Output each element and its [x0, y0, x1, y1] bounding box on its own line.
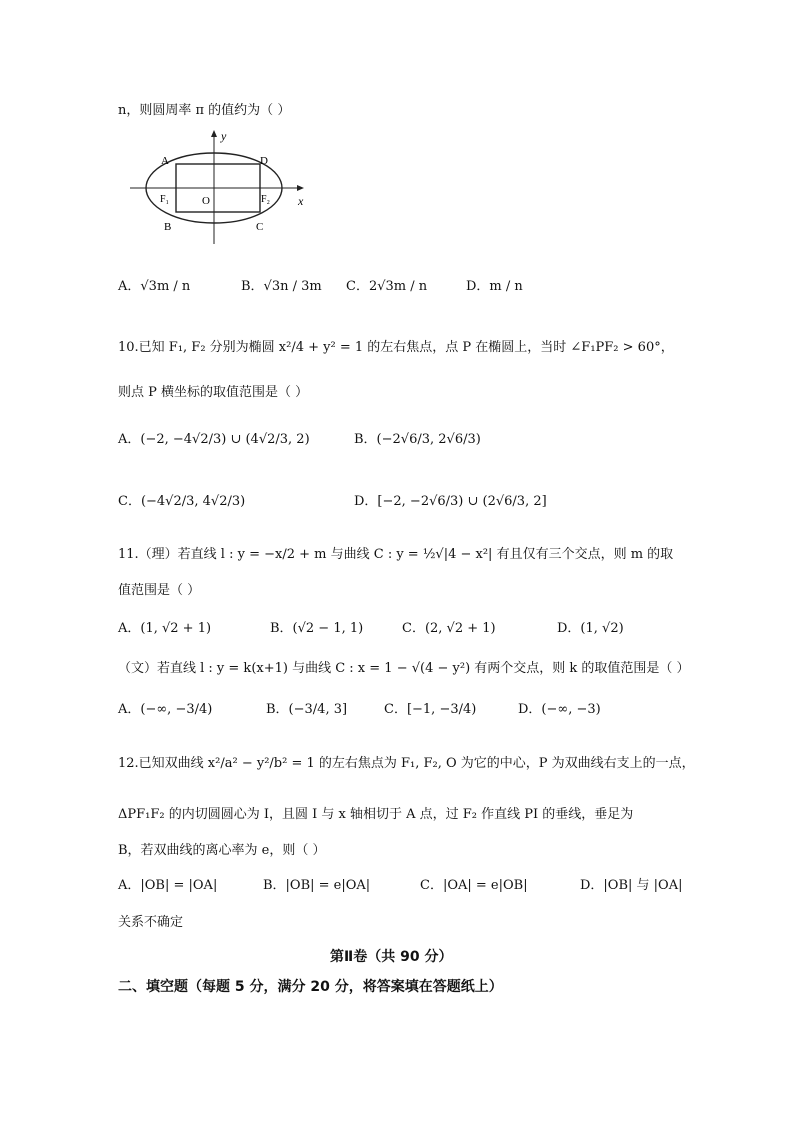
q11-stem-line2: 值范围是（ ）: [118, 583, 201, 598]
q11-option-c: C．(2, √2 + 1): [402, 621, 496, 636]
q9-option-a: A．√3m / n: [118, 279, 191, 294]
q12-option-a: A．|OB| = |OA|: [118, 878, 218, 893]
q12-stem-line1: 12.已知双曲线 x²/a² − y²/b² = 1 的左右焦点为 F₁, F₂, O 为它的中心，P 为双曲线右支上的一点，: [118, 756, 695, 771]
q11-wen-stem: （文）若直线 l : y = k(x+1) 与曲线 C : x = 1 − √(4 − y²) 有两个交点，则 k 的取值范围是（ ）: [118, 661, 690, 676]
point-D-label: D: [260, 155, 268, 167]
q11-wen-option-c: C．[−1, −3/4): [384, 702, 477, 717]
y-axis-label: y: [221, 129, 227, 143]
q10-option-b: B．(−2√6/3, 2√6/3): [354, 432, 481, 447]
q9-option-b: B．√3n / 3m: [241, 279, 322, 294]
point-A-label: A: [161, 155, 169, 167]
q12-option-d-tail: 关系不确定: [118, 915, 184, 930]
q12-stem-line3: B，若双曲线的离心率为 e，则（ ）: [118, 843, 326, 858]
q11-option-d: D．(1, √2): [557, 621, 624, 636]
q12-option-b: B．|OB| = e|OA|: [263, 878, 371, 893]
q10-stem-line2: 则点 P 横坐标的取值范围是（ ）: [118, 385, 309, 400]
q10-stem-line1: 10.已知 F₁, F₂ 分别为椭圆 x²/4 + y² = 1 的左右焦点，点 P 在椭圆上，当时 ∠F₁PF₂ > 60°，: [118, 340, 674, 355]
q12-option-d: D．|OB| 与 |OA|: [580, 878, 683, 893]
q11-option-a: A．(1, √2 + 1): [118, 621, 212, 636]
x-axis-label: x: [298, 194, 304, 208]
origin-O-label: O: [202, 195, 210, 207]
q11-option-b: B．(√2 − 1, 1): [270, 621, 364, 636]
q9-stem: n，则圆周率 π 的值约为（ ）: [118, 103, 291, 118]
q11-stem-line1: 11.（理）若直线 l : y = −x/2 + m 与曲线 C : y = ½√|4 − x²| 有且仅有三个交点，则 m 的取: [118, 547, 674, 562]
focus-F1-label: F₁: [160, 194, 170, 205]
q11-wen-option-a: A．(−∞, −3/4): [118, 702, 213, 717]
part2-title: 第Ⅱ卷（共 90 分）: [330, 949, 453, 965]
q10-option-a: A．(−2, −4√2/3) ∪ (4√2/3, 2): [118, 432, 310, 447]
q9-option-c: C．2√3m / n: [346, 279, 428, 294]
q12-stem-line2: ΔPF₁F₂ 的内切圆圆心为 I，且圆 I 与 x 轴相切于 A 点，过 F₂ 作直线 PI 的垂线，垂足为: [118, 807, 634, 822]
focus-F2-label: F₂: [261, 194, 271, 205]
q12-option-c: C．|OA| = e|OB|: [420, 878, 528, 893]
q9-option-d: D．m / n: [466, 279, 523, 294]
q11-wen-option-b: B．(−3/4, 3]: [266, 702, 348, 717]
q11-wen-option-d: D．(−∞, −3): [518, 702, 601, 717]
q10-option-c: C．(−4√2/3, 4√2/3): [118, 494, 246, 509]
section-heading: 二、填空题（每题 5 分，满分 20 分，将答案填在答题纸上）: [118, 979, 503, 995]
q10-option-d: D．[−2, −2√6/3) ∪ (2√6/3, 2]: [354, 494, 547, 509]
point-B-label: B: [164, 221, 172, 233]
point-C-label: C: [256, 221, 264, 233]
ellipse-figure: [126, 128, 316, 244]
